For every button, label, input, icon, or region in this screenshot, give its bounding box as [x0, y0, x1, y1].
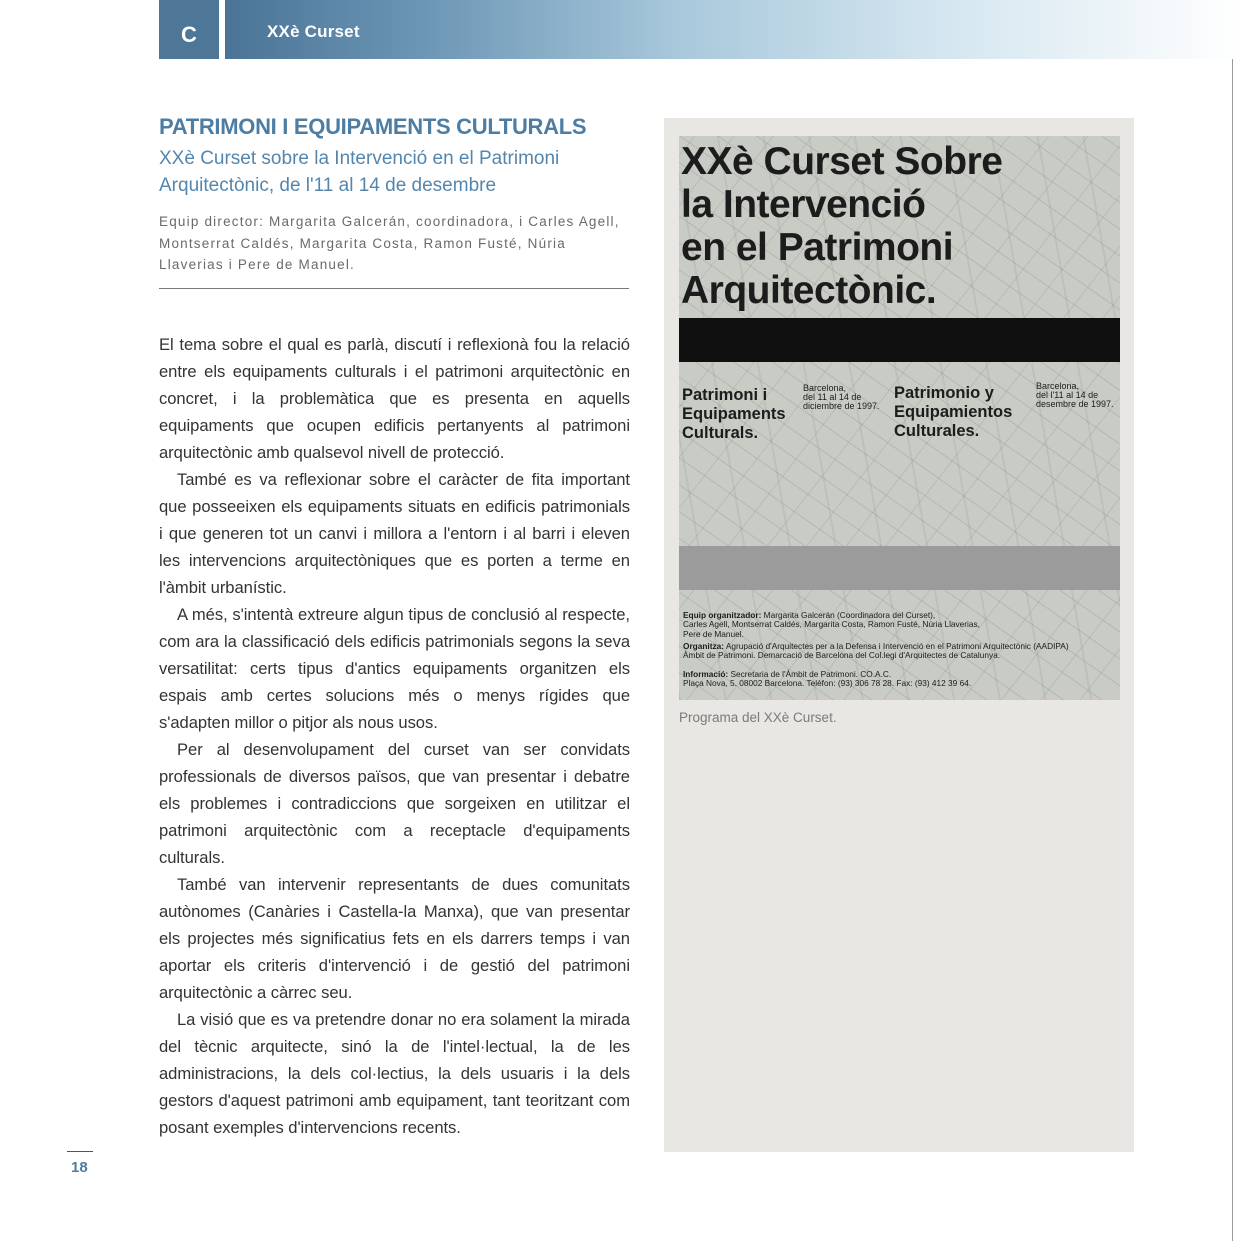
article-body [159, 331, 630, 1141]
side-panel [664, 118, 1134, 1152]
article-subtitle: XXè Curset sobre la Intervenció en el Patrimoni Arquitectònic, de l'11 al 14 de desembre [159, 148, 560, 196]
poster-title-line: XXè Curset Sobre [681, 140, 1003, 183]
poster-date-line: Barcelona, [1036, 381, 1080, 391]
poster-info-line: Secretaria de l'Àmbit de Patrimoni. CO.A.C. [730, 669, 892, 679]
page-edge-rule [1232, 0, 1233, 1241]
poster-image [679, 136, 1120, 700]
poster-info-label: Equip organitzador: [683, 610, 762, 620]
poster-date-line: Barcelona, [803, 383, 847, 393]
paragraph: A més, s'intentà extreure algun tipus de conclusió al respecte, com ara la classificació dels edificis patrimonials segons la seva versatilitat: certs tipus d'antics equipaments organitzen els espais amb certes solucions més o menys rígides que s'adapten millor o pitjor als nous usos. [159, 605, 630, 732]
poster-info-line: Agrupació d'Arquitectes per a la Defensa i Intervenció en el Patrimoni Arquitectònic (AADIPA) [725, 641, 1069, 651]
poster-info-line: Carles Agell, Montserrat Caldés, Margarita Costa, Ramon Fusté, Núria Llaverias, [683, 619, 980, 630]
poster-heading-line: Patrimoni i [682, 386, 768, 404]
poster-black-band [679, 318, 1120, 362]
poster-info-line: Plaça Nova, 5. 08002 Barcelona. Telèfon: (93) 306 78 28. Fax: (93) 412 39 64. [683, 678, 972, 689]
page-number: 18 [71, 1159, 88, 1176]
poster-left-heading [682, 386, 786, 443]
paragraph: El tema sobre el qual es parlà, discutí i reflexionà fou la relació entre els equipaments culturals i el patrimoni arquitectònic en concret, i la problemàtica que es presenta en aquells equipaments que ocupen edificis pertanyents al patrimoni arquitectònic amb qualsevol nivell de protecció. [159, 335, 630, 462]
poster-date-line: desembre de 1997. [1036, 399, 1114, 409]
team-credits: Equip director: Margarita Galcerán, coordinadora, i Carles Agell, Montserrat Caldés, Margarita Costa, Ramon Fusté, Núria Llaverias i Pere de Manuel. [159, 214, 620, 272]
poster-info-label: Organitza: [683, 641, 725, 651]
poster-heading-line: Equipaments [682, 405, 786, 423]
poster-info-contact [683, 670, 1115, 689]
heading-divider [159, 288, 629, 289]
poster-heading-line: Culturales. [894, 422, 980, 440]
poster-info-line: Àmbit de Patrimoni. Demarcació de Barcelona del Col.legi d'Arquitectes de Catalunya. [683, 650, 1001, 661]
poster-date-line: diciembre de 1997. [803, 401, 880, 411]
poster-title-line: la Intervenció [681, 183, 926, 226]
paragraph: Per al desenvolupament del curset van ser convidats professionals de diversos països, que van presentar i debatre els problemes i contradiccions que sorgeixen en utilitzar el patrimoni arquitectònic com a receptacle d'equipaments culturals. [159, 740, 630, 867]
poster-title-line: en el Patrimoni [681, 226, 954, 269]
header-bar [225, 0, 1241, 59]
poster-info-line: Pere de Manuel. [683, 628, 744, 639]
paragraph: La visió que es va pretendre donar no era solament la mirada del tècnic arquitecte, sinó la de l'intel·lectual, la de les administracions, la dels col·lectius, la dels usuaris i la dels gestors d'aquest patrimoni amb equipament, tant teoritzant com posant exemples d'intervencions recents. [159, 1010, 630, 1137]
poster-info-organizer [683, 611, 1115, 639]
section-letter-box: C [159, 0, 219, 59]
poster-info-line: Margarita Galcerán (Coordinadora del Curset), [763, 610, 936, 620]
poster-heading-line: Culturals. [682, 424, 759, 442]
poster-heading-line: Equipamientos [894, 403, 1013, 421]
page-number-rule [67, 1151, 93, 1152]
poster-info-organizes [683, 642, 1115, 661]
poster-title [681, 140, 1116, 312]
poster-right-date [1036, 382, 1114, 409]
poster-caption: Programa del XXè Curset. [679, 710, 837, 725]
article-heading: PATRIMONI I EQUIPAMENTS CULTURALS [159, 114, 587, 139]
poster-gray-band [679, 546, 1120, 590]
poster-info-label: Informació: [683, 669, 729, 679]
paragraph: També es va reflexionar sobre el caràcter de fita important que posseeixen els equipaments situats en edificis patrimonials i que generen tot un canvi i millora a l'entorn i al barri i eleven les intervencions arquitectòniques que es porten a terme en l'àmbit urbanístic. [159, 470, 630, 597]
poster-date-line: del 11 al 14 de [803, 392, 862, 402]
poster-heading-line: Patrimonio y [894, 384, 994, 402]
poster-title-line: Arquitectònic. [681, 269, 937, 312]
poster-right-heading [894, 384, 1012, 441]
header-title: XXè Curset [267, 22, 360, 41]
paragraph: També van intervenir representants de dues comunitats autònomes (Canàries i Castella-la Manxa), que van presentar els projectes més significatius fets en els darrers temps i van aportar els criteris d'intervenció i de gestió del patrimoni arquitectònic a càrrec seu. [159, 875, 630, 1002]
poster-left-date [803, 384, 880, 411]
poster-date-line: del l'11 al 14 de [1036, 390, 1099, 400]
